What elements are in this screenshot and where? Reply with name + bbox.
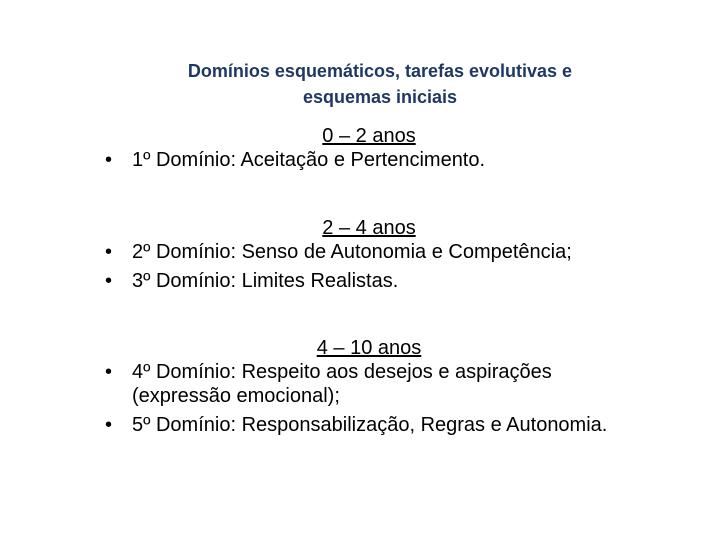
list-item-text: 2º Domínio: Senso de Autonomia e Competência; [132,241,572,263]
bullet: • [105,414,113,436]
list-item [105,360,615,408]
age-range-heading: 2 – 4 anos [322,217,416,239]
list-item [105,413,615,437]
age-range-heading: 0 – 2 anos [322,125,416,147]
section-2-4 [105,216,690,293]
bullet: • [105,270,113,292]
list-item-text: 1º Domínio: Aceitação e Pertencimento. [132,149,486,171]
list-item-text: 4º Domínio: Respeito aos desejos e aspirações (expressão emocional); [132,361,552,407]
list-item [105,148,690,172]
bullet: • [105,241,113,263]
list-item [105,240,690,264]
list-item [105,269,690,293]
bullet: • [105,361,113,383]
bullet: • [105,149,113,171]
section-0-2 [105,124,690,172]
slide-title: Domínios esquemáticos, tarefas evolutivas e esquemas iniciais [187,61,573,107]
age-range-heading: 4 – 10 anos [316,337,422,359]
section-4-10 [105,336,615,437]
list-item-text: 5º Domínio: Responsabilização, Regras e Autonomia. [132,414,608,436]
list-item-text: 3º Domínio: Limites Realistas. [132,270,399,292]
